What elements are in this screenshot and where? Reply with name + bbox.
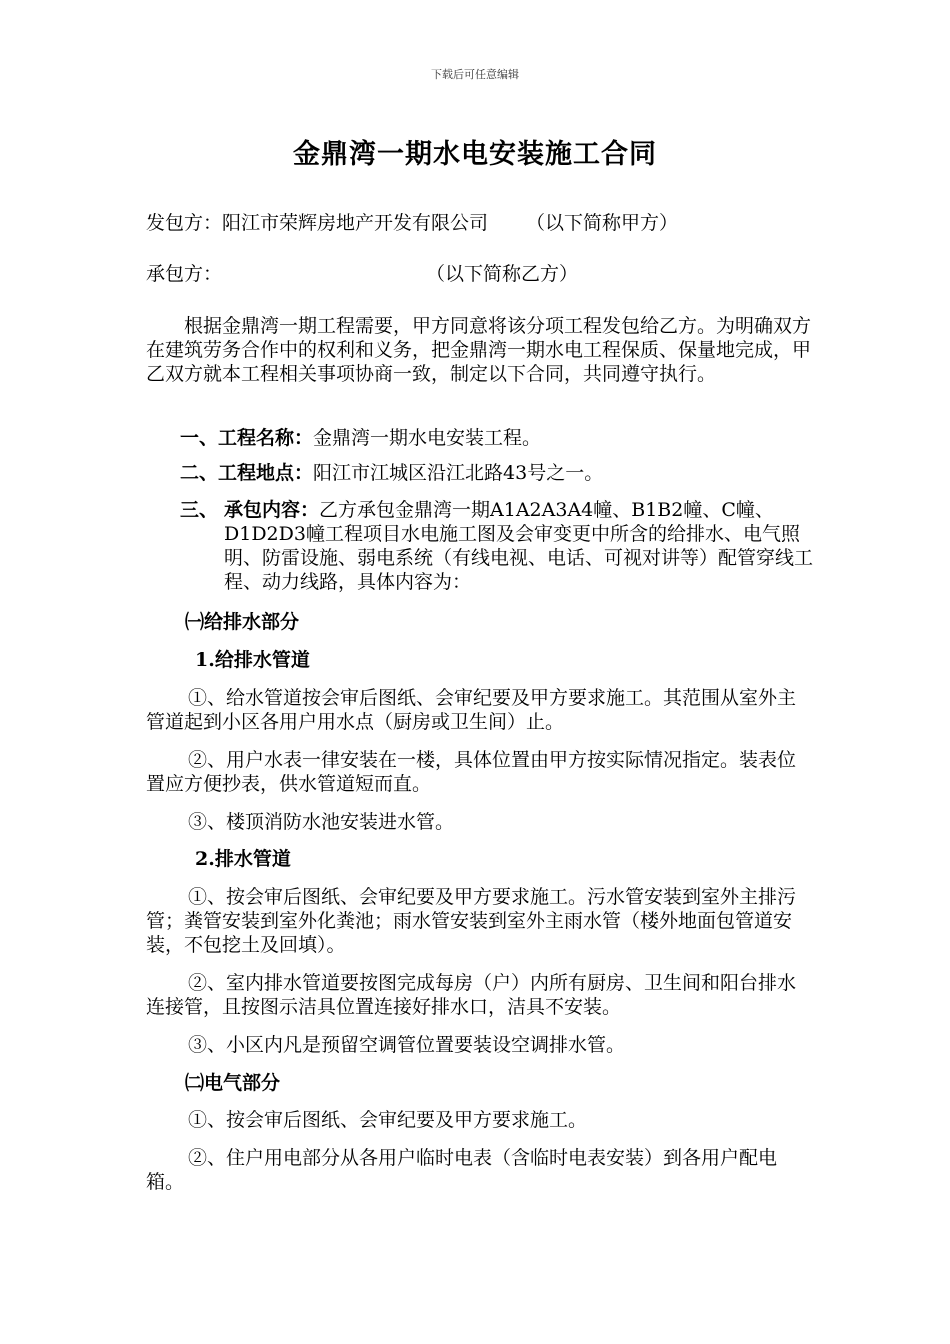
item-project-name (180, 426, 541, 450)
party-a-label: 发包方： (146, 212, 223, 234)
water-pipe-para-2: ②、用户水表一律安装在一楼，具体位置由甲方按实际情况指定。装表位置应方便抄表，供水管道短而直。 (146, 749, 797, 795)
drain-pipe-para-1: ①、按会审后图纸、会审纪要及甲方要求施工。污水管安装到室外主排污管；粪管安装到室外化粪池；雨水管安装到室外主雨水管（楼外地面包管道安装，不包挖土及回填）。 (146, 886, 797, 956)
item3-number: 三、 (180, 499, 219, 521)
party-a-name: 阳江市荣辉房地产开发有限公司 (222, 212, 489, 234)
drain-pipe-para-3: ③、小区内凡是预留空调管位置要装设空调排水管。 (188, 1034, 626, 1056)
water-pipe-para-1: ①、给水管道按会审后图纸、会审纪要及甲方要求施工。其范围从室外主管道起到小区各用户用水点（厨房或卫生间）止。 (146, 687, 797, 733)
electrical-para-2: ②、住户用电部分从各用户临时电表（含临时电表安装）到各用户配电箱。 (146, 1147, 778, 1193)
subsection-water-pipe: 1.给排水管道 (195, 649, 310, 671)
item-project-location (180, 461, 603, 485)
electrical-para-1: ①、按会审后图纸、会审纪要及甲方要求施工。 (188, 1109, 588, 1131)
item2-text: 阳江市江城区沿江北路43号之一。 (313, 462, 604, 484)
item1-label: 一、工程名称： (180, 427, 314, 449)
party-b-alias: （以下简称乙方） (426, 263, 579, 285)
intro-paragraph: 根据金鼎湾一期工程需要，甲方同意将该分项工程发包给乙方。为明确双方在建筑劳务合作中的权利和义务，把金鼎湾一期水电工程保质、保量地完成，甲乙双方就本工程相关事项协商一致，制定以下合同，共同遵守执行。 (146, 315, 812, 385)
item3-label: 承包内容： (224, 499, 320, 521)
water-pipe-para-3: ③、楼顶消防水池安装进水管。 (188, 811, 455, 833)
party-a-alias: （以下简称甲方） (526, 212, 679, 234)
party-b-label: 承包方： (146, 263, 223, 285)
item-contract-scope (180, 498, 830, 594)
party-b-line (146, 262, 578, 286)
contract-title: 金鼎湾一期水电安装施工合同 (293, 139, 657, 170)
section-electrical: ㈡电气部分 (185, 1072, 281, 1094)
subsection-drain-pipe: 2.排水管道 (195, 848, 291, 870)
party-a-line (146, 211, 678, 235)
section-water: ㈠给排水部分 (185, 611, 300, 633)
drain-pipe-para-2: ②、室内排水管道要按图完成每房（户）内所有厨房、卫生间和阳台排水连接管，且按图示洁具位置连接好排水口，洁具不安装。 (146, 972, 797, 1018)
item3-text: 乙方承包金鼎湾一期A1A2A3A4幢、B1B2幢、C幢、D1D2D3幢工程项目水电施工图及会审变更中所含的给排水、电气照明、防雷设施、弱电系统（有线电视、电话、可视对讲等）配管穿线工程、动力线路，具体内容为： (224, 499, 814, 593)
item2-label: 二、工程地点： (180, 462, 314, 484)
page-header: 下载后可任意编辑 (431, 68, 519, 81)
item1-text: 金鼎湾一期水电安装工程。 (313, 427, 542, 449)
